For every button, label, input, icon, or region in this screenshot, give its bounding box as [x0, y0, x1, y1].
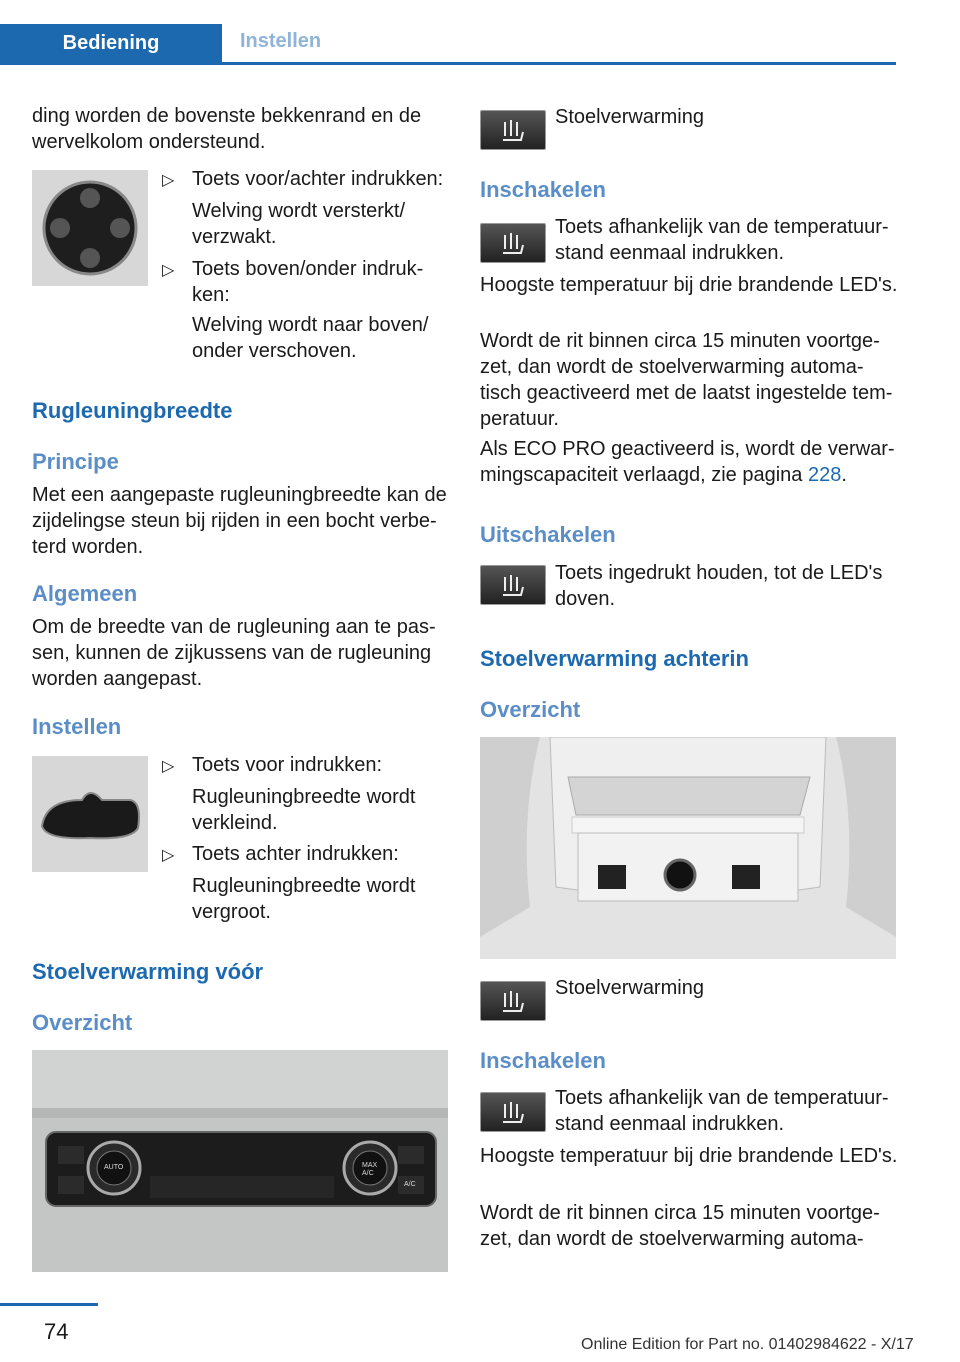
seat-heating-icon: [480, 1092, 546, 1132]
principe-text: Met een aangepaste rugleuningbreedte kan de zijdelingse steun bij rijden in een bocht verbe- terd worden.: [32, 484, 447, 558]
rit-text-2: Wordt de rit binnen circa 15 minuten voortge- zet, dan wordt de stoelverwarming automa-: [480, 1202, 880, 1250]
seat-heating-icon: [480, 565, 546, 605]
lordose-item-2-desc: Welving wordt naar boven/ onder verschoven.: [192, 314, 429, 362]
heading-uitschakelen: Uitschakelen: [480, 522, 616, 547]
uitschakelen-text: Toets ingedrukt houden, tot de LED's doven.: [555, 562, 883, 610]
width-item-1-desc: Rugleuningbreedte wordt verkleind.: [192, 786, 416, 834]
width-item-1-title: Toets voor indrukken:: [192, 754, 383, 776]
climate-panel-illustration: [32, 1050, 448, 1272]
eco-text: Als ECO PRO geactiveerd is, wordt de verwar- mingscapaciteit verlaagd, zie pagina 228.: [480, 438, 895, 486]
heading-instellen: Instellen: [32, 714, 122, 739]
page-number: 74: [44, 1319, 69, 1344]
inschakelen-text-2: Toets afhankelijk van de temperatuur- stand eenmaal indrukken.: [555, 1087, 889, 1135]
heading-overzicht-achterin: Overzicht: [480, 697, 581, 722]
hoogste-text-2: Hoogste temperatuur bij drie brandende LED's.: [480, 1145, 898, 1167]
rear-console-photo: [480, 737, 896, 959]
rear-console-illustration: [480, 737, 896, 959]
panel-max-label: MAX: [362, 1162, 378, 1169]
header-tabs: [0, 0, 896, 65]
heading-principe: Principe: [32, 449, 119, 474]
footer-edition: Online Edition for Part no. 01402984622 - X/17: [581, 1336, 914, 1353]
lordose-item-1-desc: Welving wordt versterkt/ verzwakt.: [192, 200, 406, 248]
inschakelen-text: Toets afhankelijk van de temperatuur- stand eenmaal indrukken.: [555, 216, 889, 264]
rit-text: Wordt de rit binnen circa 15 minuten voortge- zet, dan wordt de stoelverwarming automa- tisch geactiveerd met de laatst ingestelde tem- peratuur.: [480, 330, 893, 430]
bullet-triangle-icon: ▷: [162, 172, 175, 189]
heading-stoelverwarming-voor: Stoelverwarming vóór: [32, 959, 264, 984]
width-button-photo: [32, 756, 148, 872]
tab-instellen[interactable]: Instellen: [240, 30, 322, 52]
heading-rugleuningbreedte: Rugleuningbreedte: [32, 398, 233, 423]
intro-text: ding worden de bovenste bekkenrand en de wervelkolom ondersteund.: [32, 105, 422, 153]
seat-heating-icon: [480, 981, 546, 1021]
panel-ac-label-2: A/C: [404, 1181, 416, 1188]
climate-panel-photo: [32, 1050, 448, 1272]
footer-rule: [0, 1303, 98, 1306]
algemeen-text: Om de breedte van de rugleuning aan te pas- sen, kunnen de zijkussens van de rugleuning worden aangepast.: [32, 616, 436, 690]
width-item-2-title: Toets achter indrukken:: [192, 843, 399, 865]
width-button-icon: [32, 756, 148, 872]
width-item-2-desc: Rugleuningbreedte wordt vergroot.: [192, 875, 416, 923]
heading-inschakelen-2: Inschakelen: [480, 1048, 606, 1073]
panel-ac-label-1: A/C: [362, 1170, 374, 1177]
panel-auto-label: AUTO: [104, 1164, 124, 1171]
seat-heating-icon: [480, 110, 546, 150]
tab-bediening[interactable]: Bediening: [0, 24, 222, 62]
heading-overzicht-voor: Overzicht: [32, 1010, 133, 1035]
hoogste-text: Hoogste temperatuur bij drie brandende LED's.: [480, 274, 898, 296]
heading-algemeen: Algemeen: [32, 581, 138, 606]
label-stoelverwarming: Stoelverwarming: [555, 106, 704, 128]
lordose-button-icon: [32, 170, 148, 286]
lordose-item-1-title: Toets voor/achter indrukken:: [192, 168, 444, 190]
seat-heating-icon: [480, 223, 546, 263]
page-link-228[interactable]: 228: [807, 464, 842, 486]
bullet-triangle-icon: ▷: [162, 758, 175, 775]
bullet-triangle-icon: ▷: [162, 847, 175, 864]
lordose-item-2-title: Toets boven/onder indruk- ken:: [192, 258, 424, 306]
heading-inschakelen: Inschakelen: [480, 177, 606, 202]
label-stoelverwarming-2: Stoelverwarming: [555, 977, 704, 999]
heading-stoelverwarming-achterin: Stoelverwarming achterin: [480, 646, 749, 671]
lordose-button-photo: [32, 170, 148, 286]
bullet-triangle-icon: ▷: [162, 262, 175, 279]
